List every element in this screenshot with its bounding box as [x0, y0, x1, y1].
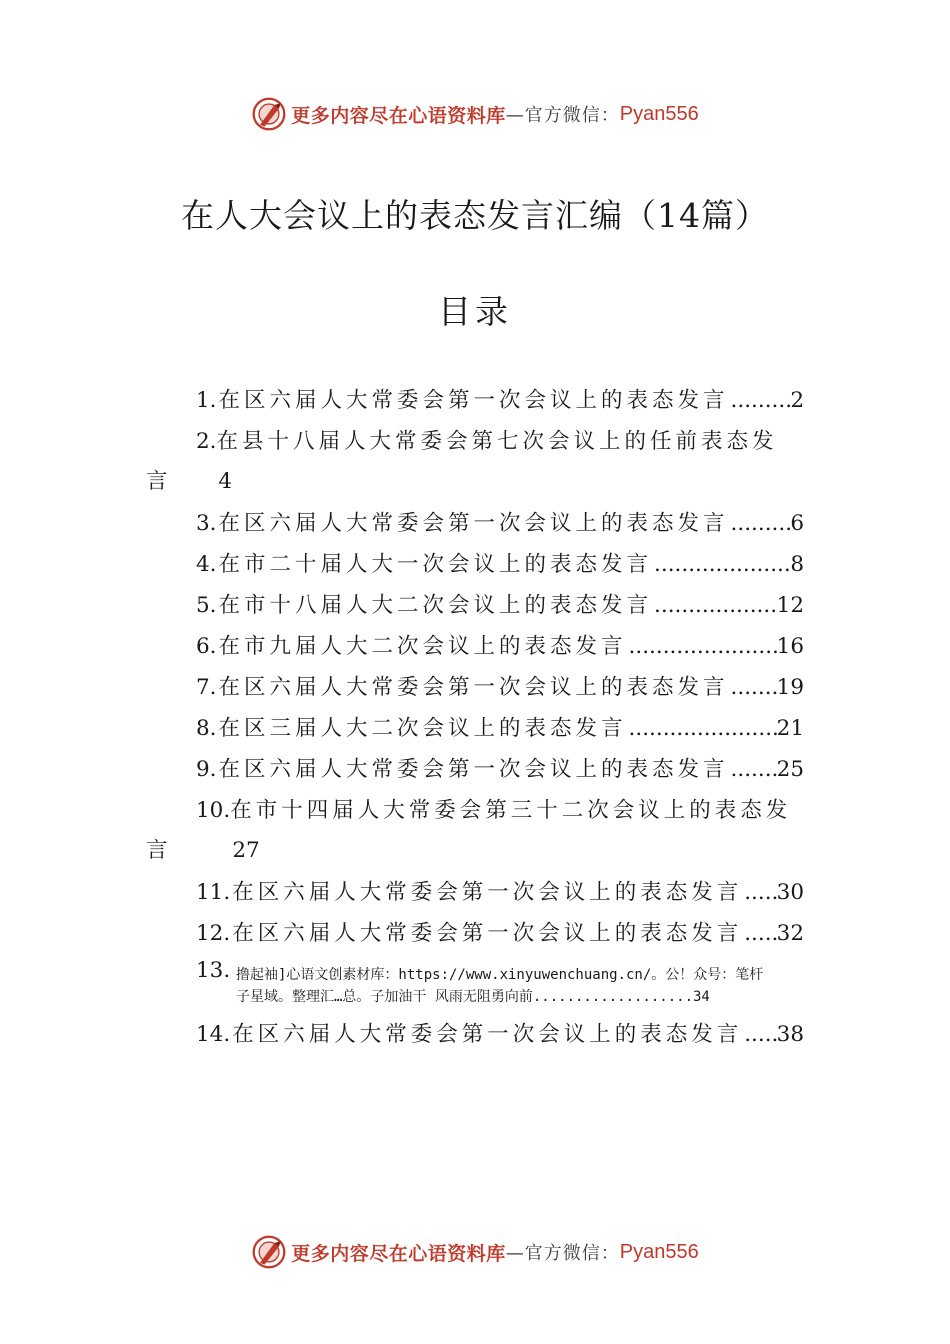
toc-entry-title: 在区六届人大常委会第一次会议上的表态发言 [232, 921, 743, 946]
toc-entry-title: 在市九届人大二次会议上的表态发言 [218, 634, 627, 659]
toc-leader-dots [731, 511, 791, 536]
toc-entry[interactable] [196, 875, 804, 905]
toc-entry-number: 6. [196, 634, 217, 659]
toc-entry-title-cont: 子星域。整理汇…总。子加油干 风雨无阻勇向前...................34 [236, 989, 710, 1005]
toc-entry-title: 在区六届人大常委会第一次会议上的表态发言 [218, 388, 729, 413]
toc-entry-page: 27 [232, 838, 260, 863]
toc-entry-number: 1. [196, 388, 217, 413]
toc-entry-page: 2 [790, 388, 804, 413]
toc-entry-number: 7. [196, 675, 217, 700]
toc-entry[interactable] [196, 383, 804, 413]
toc-entry[interactable] [196, 588, 804, 618]
banner-official-label: —官方微信： [505, 105, 620, 126]
toc-leader-dots [731, 757, 777, 782]
toc-entry-number: 8. [196, 716, 217, 741]
toc-entry-title-cont: 言 [146, 469, 168, 494]
toc-leader-dots [629, 716, 777, 741]
toc-leader-dots [629, 634, 777, 659]
banner-title: 更多内容尽在心语资料库 [291, 104, 506, 127]
toc-entry-page: 8 [790, 552, 804, 577]
toc-entry[interactable] [196, 752, 804, 782]
toc-entry[interactable] [196, 1017, 804, 1047]
toc-entry[interactable] [196, 793, 804, 823]
toc-entry-page: 12 [776, 593, 804, 618]
fountain-pen-logo-icon [251, 1234, 287, 1270]
toc-heading: 目录 [438, 292, 512, 331]
toc-entry[interactable] [196, 424, 804, 454]
toc-entry-title: 在市十四届人大常委会第三十二次会议上的表态发 [230, 798, 792, 823]
toc-entry-title: 在区六届人大常委会第一次会议上的表态发言 [232, 1022, 743, 1047]
toc-entry-number: 4. [196, 552, 217, 577]
banner-official-label: —官方微信： [505, 1243, 620, 1264]
toc-entry-title: 在区六届人大常委会第一次会议上的表态发言 [218, 511, 729, 536]
toc-entry-title: 在县十八届人大常委会第七次会议上的任前表态发 [216, 429, 778, 454]
toc-leader-dots [744, 880, 776, 905]
toc-entry-number: 9. [196, 757, 217, 782]
toc-entry-continuation[interactable] [146, 464, 232, 494]
toc-leader-dots [731, 675, 777, 700]
toc-leader-dots [744, 921, 776, 946]
toc-entry-number: 11. [196, 880, 231, 905]
toc-entry-title: 在区六届人大常委会第一次会议上的表态发言 [232, 880, 743, 905]
toc-entry-number: 10. [196, 798, 231, 823]
toc-entry-title: 在市十八届人大二次会议上的表态发言 [218, 593, 653, 618]
toc-entry[interactable] [196, 547, 804, 577]
fountain-pen-logo-icon [251, 96, 287, 132]
toc-entry-continuation[interactable] [146, 833, 260, 863]
toc-entry-page: 25 [776, 757, 804, 782]
toc-entry-title-cont: 言 [146, 838, 168, 863]
banner-wechat-id: Pyan556 [619, 102, 699, 125]
toc-entry[interactable] [196, 670, 804, 700]
toc-leader-dots [654, 552, 790, 577]
toc-entry-title: 在市二十届人大一次会议上的表态发言 [218, 552, 653, 577]
toc-entry-number: 3. [196, 511, 217, 536]
toc-entry[interactable] [196, 506, 804, 536]
toc-entry-number: 13. [196, 958, 231, 983]
document-title: 在人大会议上的表态发言汇编（14篇） [181, 196, 769, 235]
toc-entry-page: 19 [776, 675, 804, 700]
toc-entry-number: 12. [196, 921, 231, 946]
toc-entry[interactable] [196, 916, 804, 946]
toc-entry-page: 4 [218, 469, 233, 494]
toc-entry-title: 在区六届人大常委会第一次会议上的表态发言 [218, 757, 729, 782]
toc-entry-title: 撸起袖]心语文创素材库：https://www.xinyuwenchuang.cn/。公！众号：笔杆 [236, 967, 764, 983]
toc-entry-title: 在区六届人大常委会第一次会议上的表态发言 [218, 675, 729, 700]
toc-entry[interactable] [196, 629, 804, 659]
toc-entry-page: 21 [776, 716, 804, 741]
toc-entry-number: 2. [196, 429, 217, 454]
toc-entry[interactable] [196, 711, 804, 741]
toc-leader-dots [731, 388, 791, 413]
banner-title: 更多内容尽在心语资料库 [291, 1242, 506, 1265]
header-banner [0, 94, 950, 134]
toc-entry-page: 16 [776, 634, 804, 659]
toc-entry-page: 32 [776, 921, 804, 946]
toc-leader-dots [654, 593, 777, 618]
toc-entry-page: 30 [776, 880, 804, 905]
toc-entry-number: 14. [196, 1022, 231, 1047]
toc-entry-title: 在区三届人大二次会议上的表态发言 [218, 716, 627, 741]
banner-wechat-id: Pyan556 [619, 1240, 699, 1263]
toc-entry-page: 6 [790, 511, 804, 536]
toc-entry-number: 5. [196, 593, 217, 618]
toc-leader-dots [744, 1022, 776, 1047]
footer-banner [0, 1232, 950, 1272]
toc-entry-page: 38 [776, 1022, 804, 1047]
